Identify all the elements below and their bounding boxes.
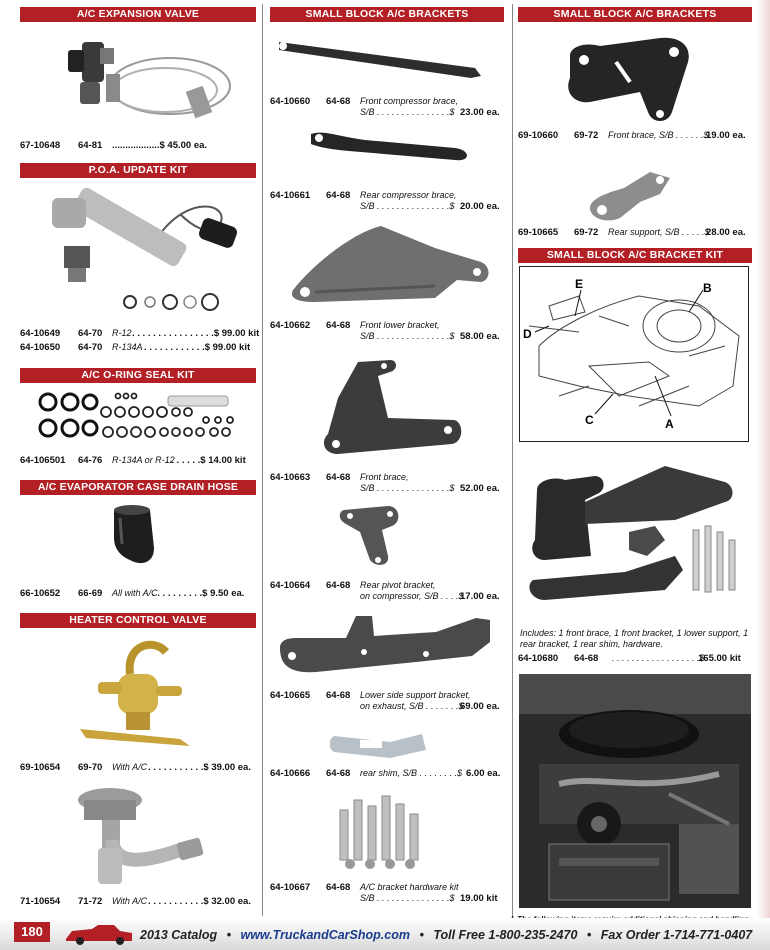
drain-hose-image	[100, 500, 170, 570]
front-brace-69-image	[560, 32, 710, 127]
price: 6.00 ea.	[466, 768, 501, 779]
section-header-sb-brackets: SMALL BLOCK A/C BRACKETS	[270, 7, 504, 22]
toll-free-number: Toll Free 1-800-235-2470	[433, 928, 578, 942]
description: Front brace,	[360, 472, 409, 482]
diagram-label-b: B	[703, 281, 712, 295]
description: S/B . . . . . . . . . . . . . . .$	[360, 107, 455, 117]
description: S/B . . . . . . . . . . . . . . .$	[360, 331, 455, 341]
description: All with A/C	[112, 588, 158, 598]
part-number: 71-10654	[20, 896, 61, 907]
part-number: 64-10664	[270, 580, 311, 591]
oring-kit-image	[38, 390, 243, 445]
engine-bay-photo	[519, 674, 751, 908]
bracket-kit-diagram	[519, 266, 749, 442]
poa-kit-image	[40, 184, 240, 319]
price: . . . . . . . . . .$ 9.50 ea.	[152, 588, 245, 599]
page-number: 180	[14, 922, 50, 942]
description: Front lower bracket,	[360, 320, 440, 330]
kit-includes-note: Includes: 1 front brace, 1 front bracket, 1 lower support, 1 rear bracket, 1 rear shim, hardware.	[520, 628, 749, 649]
description: S/B . . . . . . . . . . . . . . .$	[360, 893, 455, 903]
catalog-year: 2013 Catalog	[140, 928, 218, 942]
part-number: 69-10660	[518, 130, 559, 141]
footer-info	[140, 928, 752, 942]
description: Rear compressor brace,	[360, 190, 457, 200]
year-range: 64-68	[326, 768, 351, 779]
diagram-label-a: A	[665, 417, 674, 431]
description: A/C bracket hardware kit	[360, 882, 459, 892]
fax-number: Fax Order 1-714-771-0407	[600, 928, 753, 942]
separator: •	[419, 928, 424, 942]
description: on exhaust, S/B . . . . . . .$	[360, 701, 464, 711]
bracket-kit-parts-image	[525, 460, 750, 625]
description: R-134A or R-12	[112, 455, 175, 465]
price: . . . . . . . . . . .$ 32.00 ea.	[148, 896, 251, 907]
description: on compressor, S/B . . . .$	[360, 591, 464, 601]
part-number: 64-10680	[518, 653, 559, 664]
description: Front compressor brace,	[360, 96, 459, 106]
description: Lower side support bracket,	[360, 690, 471, 700]
part-number: 66-10652	[20, 588, 61, 599]
price: 165.00 kit	[698, 653, 741, 664]
price: 58.00 ea.	[460, 331, 500, 342]
part-number: 64-10662	[270, 320, 311, 331]
price: 69.00 ea.	[460, 701, 500, 712]
year-range: 64-70	[78, 328, 103, 339]
front-brace-image	[318, 358, 468, 458]
price: 28.00 ea.	[706, 227, 746, 238]
description: Front brace, S/B . . . . . .$	[608, 130, 709, 140]
year-range: 64-68	[326, 690, 351, 701]
diagram-label-e: E	[575, 277, 584, 291]
part-number: 64-10666	[270, 768, 311, 779]
price: . . . . . . . . . . .$ 39.00 ea.	[148, 762, 251, 773]
price: ..................$ 45.00 ea.	[112, 140, 208, 151]
price: . . . . . . . . . . . . . . . .$ 99.00 kit	[132, 328, 260, 339]
description: Rear pivot bracket,	[360, 580, 436, 590]
column-divider	[512, 4, 513, 916]
price: 52.00 ea.	[460, 483, 500, 494]
rear-shim-image	[330, 728, 430, 764]
description: R-12	[112, 328, 132, 338]
diagram-label-c: C	[585, 413, 594, 427]
description: rear shim, S/B . . . . . . . .$	[360, 768, 463, 778]
price: . . . . . . . . . . . .$ 99.00 kit	[144, 342, 251, 353]
separator: •	[586, 928, 592, 942]
page-edge-shade	[756, 0, 770, 950]
part-number: 64-10663	[270, 472, 311, 483]
rear-support-69-image	[580, 168, 680, 224]
expansion-valve-image	[40, 26, 240, 131]
rear-compressor-brace-image	[305, 126, 475, 166]
description: Rear support, S/B . . . . .$	[608, 227, 710, 237]
year-range: 64-68	[326, 96, 351, 107]
part-number: 64-10665	[270, 690, 311, 701]
section-header-heater-valve: HEATER CONTROL VALVE	[20, 613, 256, 628]
year-range: 69-70	[78, 762, 103, 773]
section-header-drain-hose: A/C EVAPORATOR CASE DRAIN HOSE	[20, 480, 256, 495]
year-range: 64-68	[326, 472, 351, 483]
part-number: 64-106501	[20, 455, 66, 466]
description: With A/C	[112, 896, 148, 906]
year-range: 64-68	[326, 320, 351, 331]
section-header-poa-kit: P.O.A. UPDATE KIT	[20, 163, 256, 178]
front-compressor-brace-image	[275, 32, 500, 80]
price: 17.00 ea.	[460, 591, 500, 602]
year-range: 64-70	[78, 342, 103, 353]
price: 19.00 ea.	[706, 130, 746, 141]
year-range: 64-68	[574, 653, 599, 664]
price: . . . . . . .$ 14.00 kit	[166, 455, 246, 466]
part-number: 69-10665	[518, 227, 559, 238]
description: S/B . . . . . . . . . . . . . . .$	[360, 483, 455, 493]
heater-valve-steel-image	[70, 780, 210, 890]
year-range: 69-72	[574, 130, 599, 141]
year-range: 71-72	[78, 896, 103, 907]
description: S/B . . . . . . . . . . . . . . .$	[360, 201, 455, 211]
section-header-sb-brackets-69: SMALL BLOCK A/C BRACKETS	[518, 7, 752, 22]
part-number: 67-10648	[20, 140, 61, 151]
hardware-kit-image	[330, 790, 430, 870]
year-range: 64-68	[326, 580, 351, 591]
part-number: 64-10650	[20, 342, 61, 353]
part-number: 64-10660	[270, 96, 311, 107]
price: 20.00 ea.	[460, 201, 500, 212]
part-number: 64-10661	[270, 190, 311, 201]
rear-pivot-bracket-image	[338, 500, 408, 570]
lower-side-support-bracket-image	[276, 612, 494, 678]
year-range: 66-69	[78, 588, 103, 599]
description: . . . . . . . . . . . . . . . . . .$	[612, 653, 705, 663]
year-range: 64-68	[326, 882, 351, 893]
description: R-134A	[112, 342, 143, 352]
separator: •	[226, 928, 231, 942]
website-link[interactable]: www.TruckandCarShop.com	[240, 928, 410, 942]
classic-truck-logo	[62, 921, 136, 947]
part-number: 69-10654	[20, 762, 61, 773]
section-header-expansion-valve: A/C EXPANSION VALVE	[20, 7, 256, 22]
front-lower-bracket-image	[285, 222, 495, 308]
part-number: 64-10667	[270, 882, 311, 893]
diagram-label-d: D	[523, 327, 532, 341]
year-range: 69-72	[574, 227, 599, 238]
price: 23.00 ea.	[460, 107, 500, 118]
part-number: 64-10649	[20, 328, 61, 339]
heater-valve-brass-image	[70, 634, 200, 749]
year-range: 64-68	[326, 190, 351, 201]
description: With A/C	[112, 762, 148, 772]
year-range: 64-81	[78, 140, 103, 151]
year-range: 64-76	[78, 455, 103, 466]
column-divider	[262, 4, 263, 916]
section-header-oring-kit: A/C O-RING SEAL KIT	[20, 368, 256, 383]
section-header-bracket-kit: SMALL BLOCK A/C BRACKET KIT	[518, 248, 752, 263]
price: 19.00 kit	[460, 893, 498, 904]
